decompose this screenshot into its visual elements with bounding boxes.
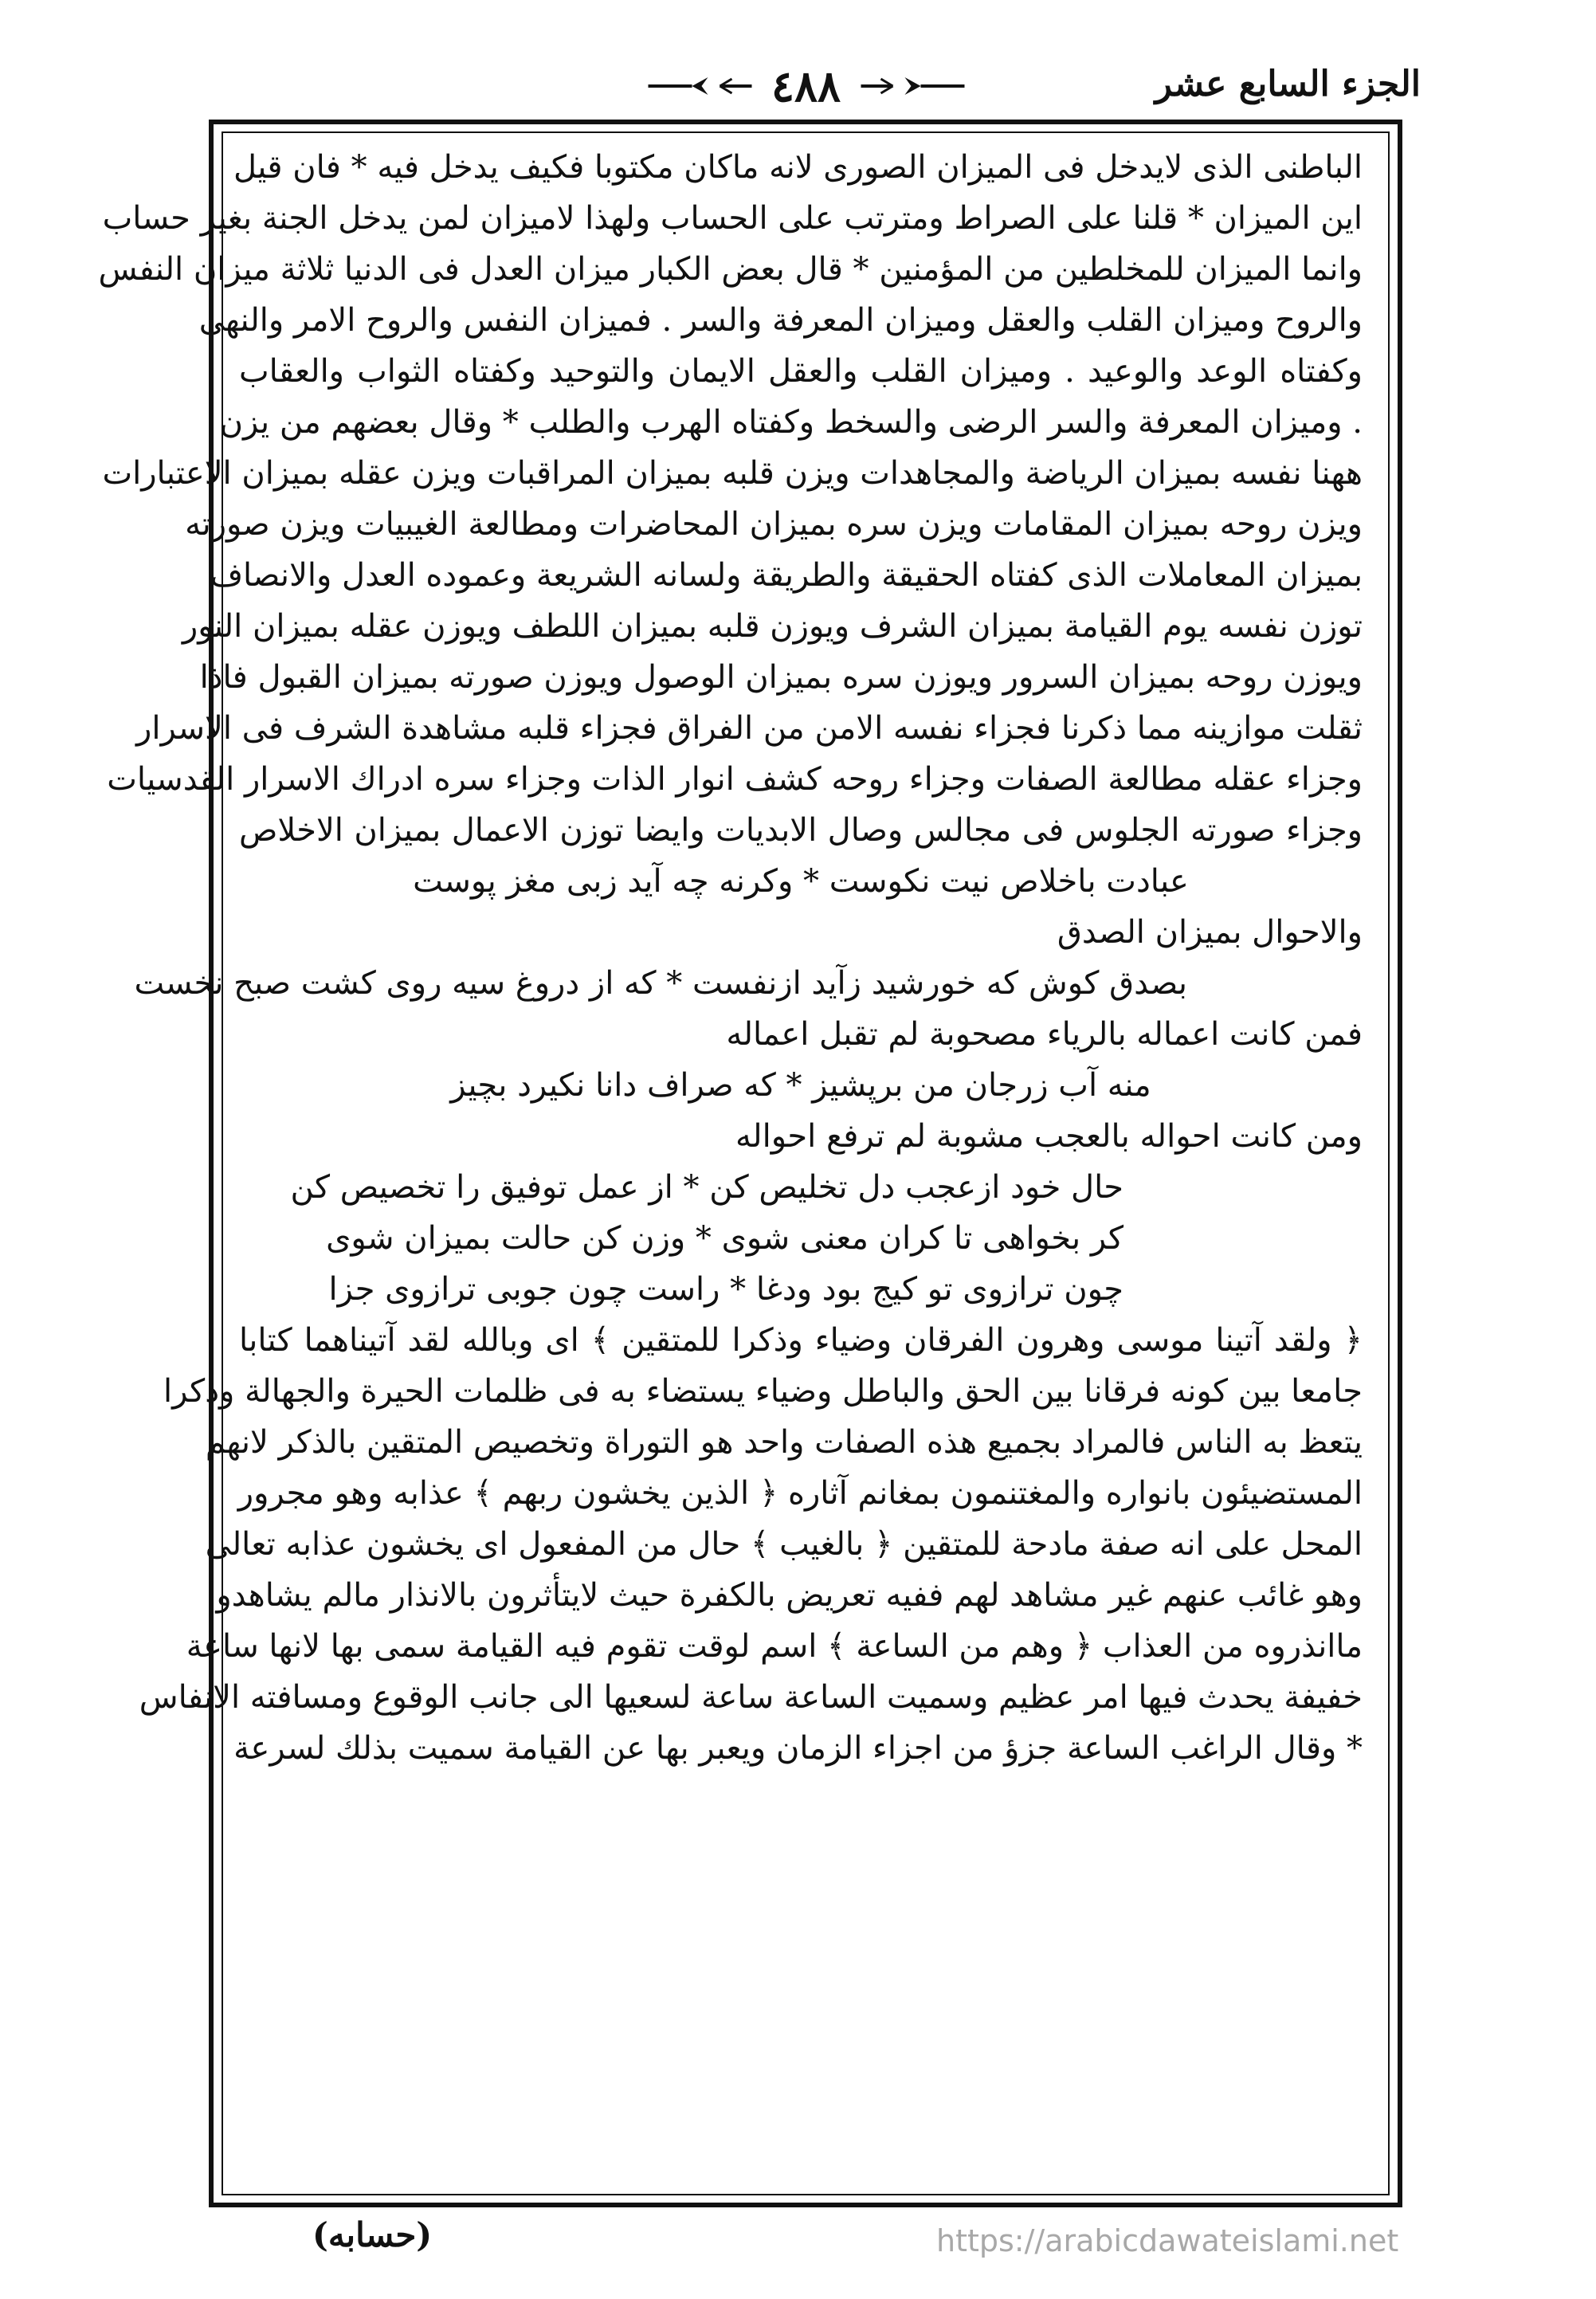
text-line: ويزن روحه بميزان المقامات ويزن سره بميزان المحاضرات ومطالعة الغيبيات ويزن صورته bbox=[185, 506, 1363, 543]
persian-verse: عبادت باخلاص نيت نكوست * وكرنه چه آيد زبى مغز پوست bbox=[413, 863, 1189, 900]
persian-verse: بصدق كوش كه خورشيد زآيد ازنفست * كه از دروغ سيه روى كشت صبح نخست bbox=[134, 965, 1187, 1002]
text-line: جامعا بين كونه فرقانا بين الحق والباطل وضياء يستضاء به فى ظلمات الحيرة والجهالة وذكرا bbox=[163, 1373, 1363, 1410]
persian-verse: كر بخواهى تا كران معنى شوى * وزن كن حالت بميزان شوى bbox=[326, 1220, 1123, 1257]
page-header bbox=[191, 57, 1421, 129]
text-line: بميزان المعاملات الذى كفتاه الحقيقة والطريقة ولسانه الشريعة وعموده العدل والانصاف bbox=[210, 557, 1363, 594]
text-line: المحل على انه صفة مادحة للمتقين ﴿ بالغيب ﴾ حال من المفعول اى يخشون عذابه تعالى bbox=[205, 1526, 1363, 1563]
text-line: اين الميزان * قلنا على الصراط ومترتب على الحساب ولهذا لاميزان لمن يدخل الجنة بغير حساب bbox=[102, 200, 1363, 237]
main-text bbox=[98, 142, 1363, 1774]
text-line: ﴿ ولقد آتينا موسى وهرون الفرقان وضياء وذكرا للمتقين ﴾ اى وبالله لقد آتيناهما كتابا bbox=[239, 1322, 1363, 1359]
page-number: ٤٨٨ bbox=[771, 61, 841, 112]
text-line: والروح وميزان القلب والعقل وميزان المعرفة والسر . فميزان النفس والروح الامر والنهى bbox=[198, 302, 1363, 339]
website-watermark: https://arabicdawateislami.net bbox=[936, 2223, 1399, 2258]
text-line: توزن نفسه يوم القيامة بميزان الشرف ويوزن قلبه بميزان اللطف ويوزن عقله بميزان النور bbox=[182, 608, 1363, 645]
text-line: وهو غائب عنهم غير مشاهد لهم ففيه تعريض بالكفرة حيث لايتأثرون بالانذار مالم يشاهدوا bbox=[207, 1577, 1363, 1614]
text-line: * وقال الراغب الساعة جزؤ من اجزاء الزمان ويعبر بها عن القيامة سميت بذلك لسرعة bbox=[233, 1730, 1363, 1767]
persian-verse: چون ترازوى تو كيج بود ودغا * راست چون جوبى ترازوى جزا bbox=[328, 1271, 1123, 1308]
text-line: ههنا نفسه بميزان الرياضة والمجاهدات ويزن قلبه بميزان المراقبات ويزن عقله بميزان الاعتبارات bbox=[102, 455, 1363, 492]
text-line: المستضيئون بانواره والمغتنمون بمغانم آثاره ﴿ الذين يخشون ربهم ﴾ عذابه وهو مجرور bbox=[237, 1475, 1363, 1512]
running-title: الجزء السابع عشر bbox=[1155, 64, 1421, 104]
persian-verse: حال خود ازعجب دل تخليص كن * از عمل توفيق را تخصيص كن bbox=[290, 1169, 1123, 1206]
text-line: ماانذروه من العذاب ﴿ وهم من الساعة ﴾ اسم لوقت تقوم فيه القيامة سمى بها لانها ساعة bbox=[186, 1628, 1363, 1665]
text-line: خفيفة يحدث فيها امر عظيم وسميت الساعة ساعة لسعيها الى جانب الوقوع ومسافته الانفاس bbox=[139, 1679, 1363, 1716]
text-line: والاحوال بميزان الصدق bbox=[1057, 914, 1363, 951]
catchword: (حسابه) bbox=[312, 2215, 433, 2254]
text-line: فمن كانت اعماله بالرياء مصحوبة لم تقبل اعماله bbox=[726, 1016, 1363, 1053]
text-line: وجزاء صورته الجلوس فى مجالس وصال الابديات وايضا توزن الاعمال بميزان الاخلاص bbox=[239, 812, 1363, 849]
text-line: الباطنى الذى لايدخل فى الميزان الصورى لانه ماكان مكتوبا فكيف يدخل فيه * فان قيل bbox=[233, 149, 1363, 186]
text-line: يتعظ به الناس فالمراد بجميع هذه الصفات واحد هو التوراة وتخصيص المتقين بالذكر لانهم bbox=[205, 1424, 1363, 1461]
persian-verse: منه آب زرجان من برپشيز * كه صراف دانا نكيرد بچيز bbox=[450, 1067, 1151, 1104]
text-line: . وميزان المعرفة والسر الرضى والسخط وكفتاه الهرب والطلب * وقال بعضهم من يزن bbox=[219, 404, 1363, 441]
text-line: وانما الميزان للمخلطين من المؤمنين * قال بعض الكبار ميزان العدل فى الدنيا ثلاثة ميزان النفس bbox=[98, 251, 1363, 288]
left-ornament-icon bbox=[644, 74, 755, 98]
text-line: ومن كانت احواله بالعجب مشوبة لم ترفع احواله bbox=[735, 1118, 1363, 1155]
page-number-block bbox=[644, 61, 968, 112]
text-line: ويوزن روحه بميزان السرور ويوزن سره بميزان الوصول ويوزن صورته بميزان القبول فاذا bbox=[199, 659, 1363, 696]
text-line: وجزاء عقله مطالعة الصفات وجزاء روحه كشف انوار الذات وجزاء سره ادراك الاسرار القدسيات bbox=[107, 761, 1363, 798]
text-line: ثقلت موازينه مما ذكرنا فجزاء نفسه الامن من الفراق فجزاء قلبه مشاهدة الشرف فى الاسرار bbox=[136, 710, 1363, 747]
right-ornament-icon bbox=[857, 74, 968, 98]
text-line: وكفتاه الوعد والوعيد . وميزان القلب والعقل الايمان والتوحيد وكفتاه الثواب والعقاب bbox=[239, 353, 1363, 390]
